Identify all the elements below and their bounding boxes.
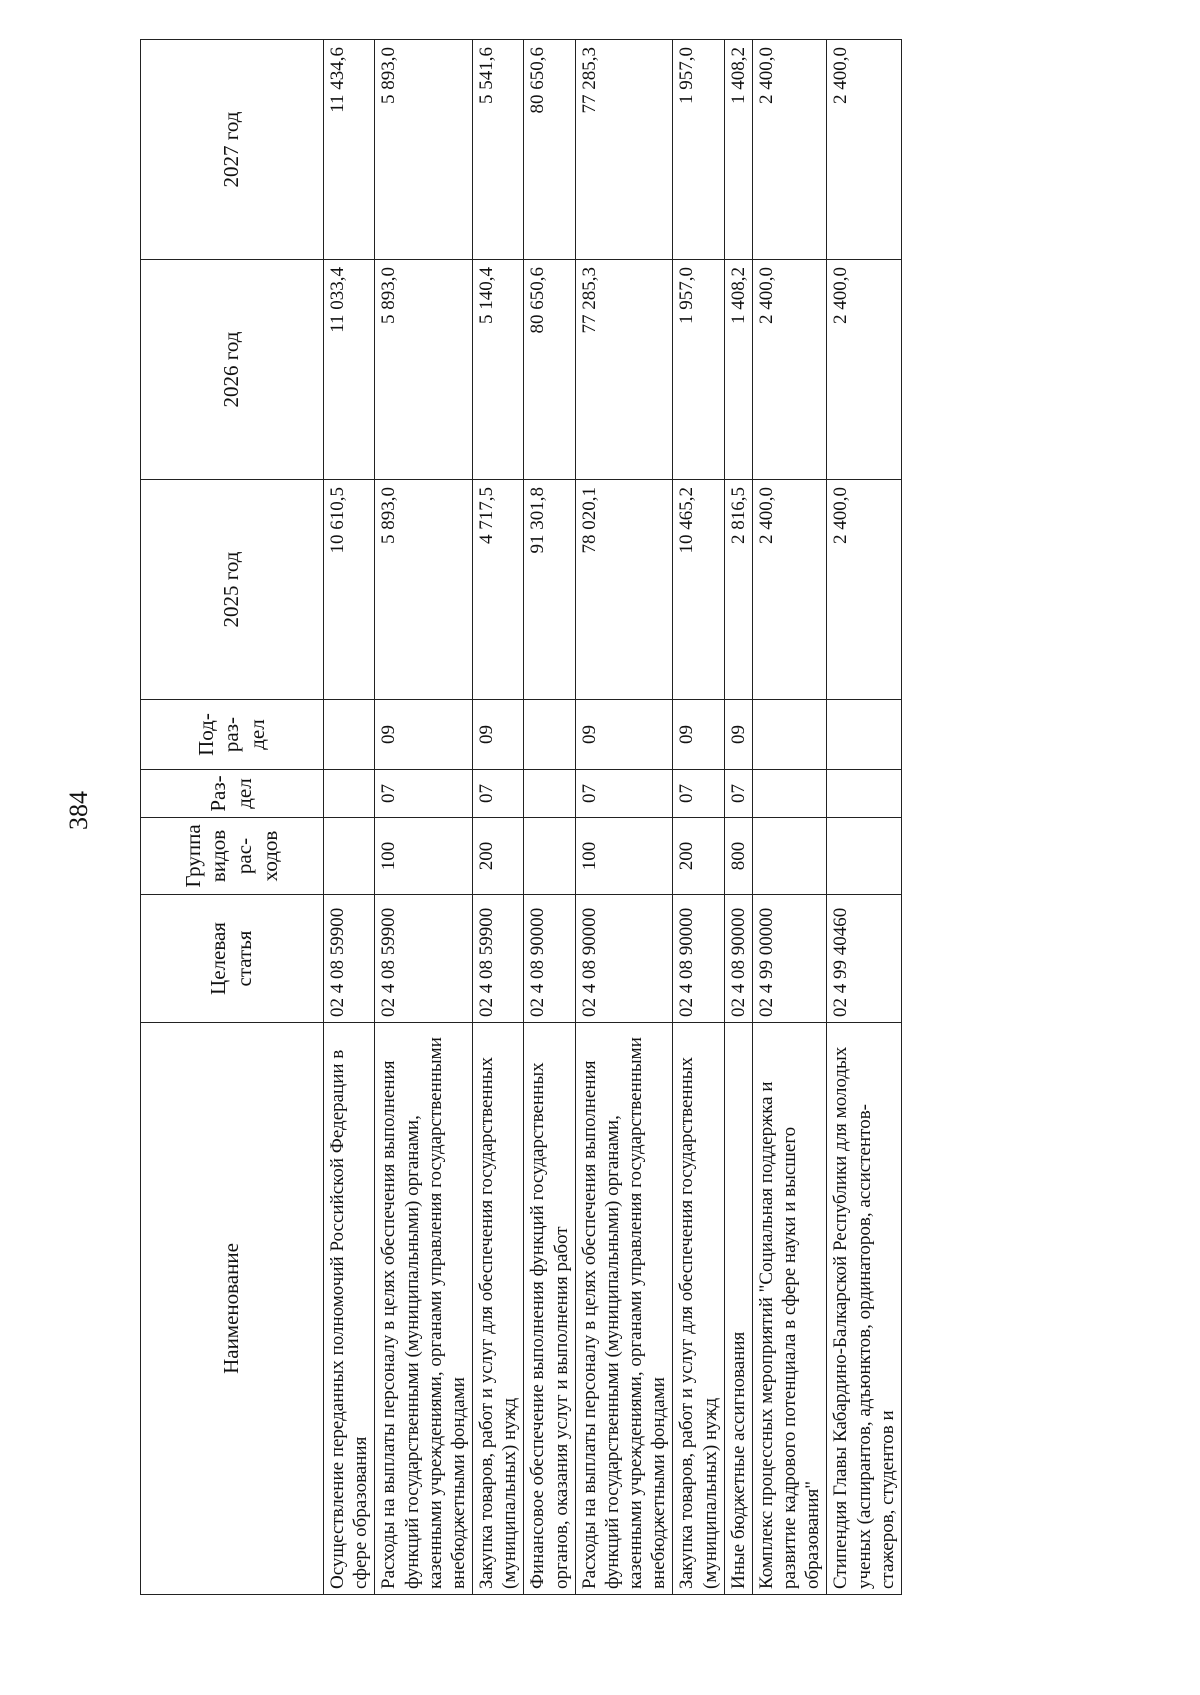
cell-2027: 1 957,0 (673, 40, 724, 260)
table-row (752, 40, 827, 1595)
cell-name: Стипендия Главы Кабардино-Балкарской Республики для молодых ученых (аспирантов, адъюнктов, ординаторов, ассистентов-стажеров, студентов и (827, 1023, 902, 1595)
cell-name: Иные бюджетные ассигнования (724, 1023, 752, 1595)
cell-2026: 2 400,0 (827, 260, 902, 480)
cell-target: 02 4 08 59900 (473, 895, 524, 1023)
table-row (673, 40, 724, 1595)
cell-2027: 80 650,6 (524, 40, 575, 260)
cell-2027: 11 434,6 (324, 40, 375, 260)
cell-name: Расходы на выплаты персоналу в целях обеспечения выполнения функций государственными (муниципальными) органами, казенными учреждениями, органами управления государственными внебюджетными фондами (575, 1023, 673, 1595)
budget-table (140, 39, 902, 1595)
table-row (575, 40, 673, 1595)
header-section: Раз-дел (141, 770, 324, 818)
cell-subsection: 09 (473, 700, 524, 770)
cell-2027: 77 285,3 (575, 40, 673, 260)
cell-group: 200 (473, 818, 524, 895)
header-2026: 2026 год (141, 260, 324, 480)
header-2027: 2027 год (141, 40, 324, 260)
cell-name: Комплекс процессных мероприятий "Социальная поддержка и развитие кадрового потенциала в сфере науки и высшего образования" (752, 1023, 827, 1595)
cell-section: 07 (673, 770, 724, 818)
cell-section (324, 770, 375, 818)
cell-target: 02 4 08 90000 (724, 895, 752, 1023)
cell-group (827, 818, 902, 895)
header-name: Наименование (141, 1023, 324, 1595)
header-target: Целевая статья (141, 895, 324, 1023)
cell-name: Закупка товаров, работ и услуг для обеспечения государственных (муниципальных) нужд (673, 1023, 724, 1595)
cell-2025: 91 301,8 (524, 480, 575, 700)
cell-subsection (827, 700, 902, 770)
cell-section (752, 770, 827, 818)
cell-target: 02 4 08 90000 (524, 895, 575, 1023)
cell-subsection (752, 700, 827, 770)
cell-group: 800 (724, 818, 752, 895)
table-row (324, 40, 375, 1595)
table-header-row (141, 40, 324, 1595)
cell-group: 100 (575, 818, 673, 895)
cell-2027: 5 541,6 (473, 40, 524, 260)
budget-table-rotated (140, 40, 1175, 1595)
cell-group (324, 818, 375, 895)
cell-2025: 10 465,2 (673, 480, 724, 700)
table-row (375, 40, 473, 1595)
cell-2027: 1 408,2 (724, 40, 752, 260)
cell-2025: 78 020,1 (575, 480, 673, 700)
cell-2026: 11 033,4 (324, 260, 375, 480)
cell-2026: 77 285,3 (575, 260, 673, 480)
cell-target: 02 4 99 40460 (827, 895, 902, 1023)
cell-section: 07 (724, 770, 752, 818)
cell-group (752, 818, 827, 895)
header-2025: 2025 год (141, 480, 324, 700)
cell-section: 07 (473, 770, 524, 818)
cell-2025: 10 610,5 (324, 480, 375, 700)
cell-2026: 1 957,0 (673, 260, 724, 480)
cell-2027: 2 400,0 (827, 40, 902, 260)
cell-target: 02 4 08 59900 (324, 895, 375, 1023)
cell-group: 200 (673, 818, 724, 895)
cell-2025: 4 717,5 (473, 480, 524, 700)
table-row (473, 40, 524, 1595)
cell-subsection: 09 (673, 700, 724, 770)
header-subsection: Под-раз-дел (141, 700, 324, 770)
cell-name: Финансовое обеспечение выполнения функций государственных органов, оказания услуг и выполнения работ (524, 1023, 575, 1595)
cell-name: Расходы на выплаты персоналу в целях обеспечения выполнения функций государственными (муниципальными) органами, казенными учреждениями, органами управления государственными внебюджетными фондами (375, 1023, 473, 1595)
table-row (827, 40, 902, 1595)
cell-2025: 2 400,0 (827, 480, 902, 700)
cell-2025: 5 893,0 (375, 480, 473, 700)
cell-2025: 2 816,5 (724, 480, 752, 700)
cell-subsection: 09 (575, 700, 673, 770)
cell-group: 100 (375, 818, 473, 895)
cell-section (524, 770, 575, 818)
cell-subsection (524, 700, 575, 770)
cell-subsection: 09 (375, 700, 473, 770)
cell-2027: 5 893,0 (375, 40, 473, 260)
cell-section (827, 770, 902, 818)
cell-2026: 5 140,4 (473, 260, 524, 480)
cell-section: 07 (375, 770, 473, 818)
cell-2026: 80 650,6 (524, 260, 575, 480)
cell-target: 02 4 08 90000 (575, 895, 673, 1023)
cell-target: 02 4 08 90000 (673, 895, 724, 1023)
cell-2025: 2 400,0 (752, 480, 827, 700)
cell-group (524, 818, 575, 895)
cell-section: 07 (575, 770, 673, 818)
cell-name: Осуществление переданных полномочий Российской Федерации в сфере образования (324, 1023, 375, 1595)
page-number: 384 (64, 791, 93, 830)
cell-subsection (324, 700, 375, 770)
cell-target: 02 4 08 59900 (375, 895, 473, 1023)
header-group: Группа видов рас-ходов (141, 818, 324, 895)
cell-name: Закупка товаров, работ и услуг для обеспечения государственных (муниципальных) нужд (473, 1023, 524, 1595)
cell-subsection: 09 (724, 700, 752, 770)
cell-2026: 2 400,0 (752, 260, 827, 480)
cell-2026: 5 893,0 (375, 260, 473, 480)
table-row (724, 40, 752, 1595)
cell-target: 02 4 99 00000 (752, 895, 827, 1023)
cell-2026: 1 408,2 (724, 260, 752, 480)
table-row (524, 40, 575, 1595)
cell-2027: 2 400,0 (752, 40, 827, 260)
